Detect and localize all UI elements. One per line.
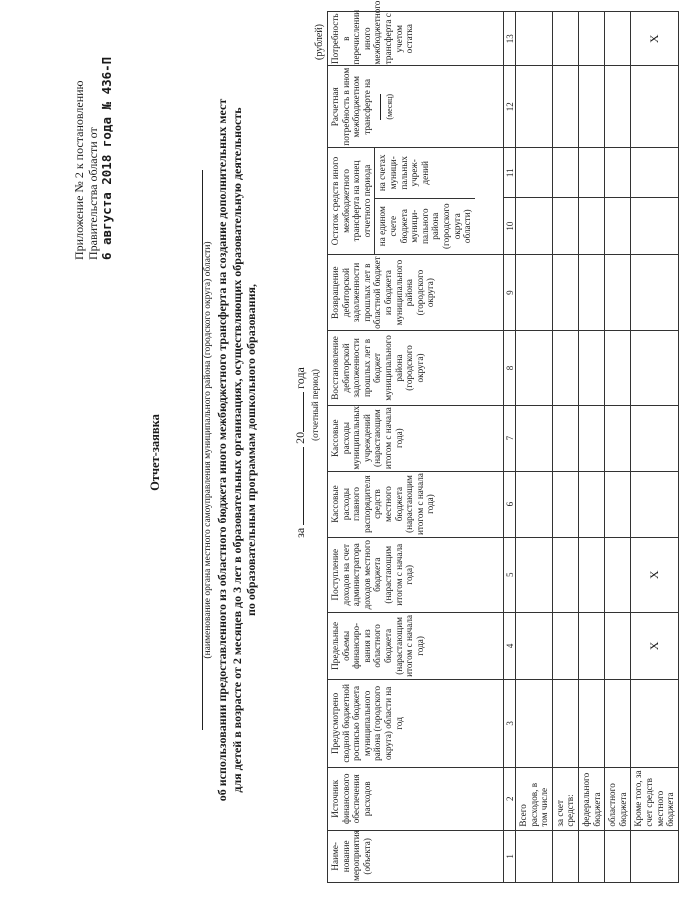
table-cell (605, 12, 631, 66)
table-cell (516, 537, 553, 612)
table-cell (605, 198, 631, 255)
source-cell: областного бюджета (605, 767, 631, 830)
table-cell (552, 12, 578, 66)
heading-line3: по образовательным программам дошкольного образования, (244, 284, 258, 616)
col-number: 7 (504, 405, 516, 471)
table-cell (516, 331, 553, 405)
remainder-header-title: Остаток средств иного межбюджетного трансферта на конец отчетного периода (328, 148, 375, 254)
remainder-sub-institutions: на счетах муници-пальных учреж-дений (377, 154, 430, 192)
table-cell (552, 198, 578, 255)
header-cell: Восстановление дебиторской задолженности прошлых лет в бюджет муниципального района (городского округа) (328, 331, 504, 405)
table-cell (578, 471, 604, 537)
table-cell (516, 471, 553, 537)
table-cell (578, 12, 604, 66)
source-cell: за счет средств: (552, 767, 578, 830)
report-heading (215, 85, 259, 815)
table-cell (552, 537, 578, 612)
month-blank (372, 94, 381, 120)
appendix-date: 6 августа 2018 года № 436-П (99, 56, 114, 260)
table-row (631, 12, 678, 883)
table-cell (605, 471, 631, 537)
need-header-text: Расчетная потребность в ином межбюджетном трансферте на (330, 67, 372, 146)
table-cell (578, 830, 604, 882)
document-title: Отчет-заявка (148, 414, 162, 491)
col-number: 3 (504, 679, 516, 767)
header-cell: Источник финансового обеспечения расходов (328, 767, 504, 830)
col-number: 10 (504, 198, 516, 255)
remainder-subheaders (375, 148, 474, 254)
table-cell (631, 405, 678, 471)
table-cell (631, 331, 678, 405)
heading-line2: для детей в возрасте от 2 месяцев до 3 лет в образовательных организациях, осуществляющих образовательную деятельность (229, 107, 244, 793)
source-cell: Всего расходов, в том числе (516, 767, 553, 830)
table-cell (605, 148, 631, 198)
table-cell (631, 471, 678, 537)
header-cell: Поступление доходов на счет администратора доходов местного бюджета (нарастающим итогом с начала года) (328, 537, 504, 612)
remainder-sub-budget: на едином счете бюджета муници-пального района (городского округа области) (375, 198, 474, 254)
col-number: 2 (504, 767, 516, 830)
table-cell (578, 537, 604, 612)
heading-line1: об использовании предоставленного из областного бюджета иного межбюджетного трансферта на создание дополнительных мест (215, 98, 229, 802)
org-name-label: (наименование органа местного самоуправления муниципального района (городского округа) области) (203, 241, 213, 659)
table-cell (552, 471, 578, 537)
table-cell (631, 148, 678, 198)
table-cell (552, 830, 578, 882)
table-cell (516, 148, 553, 198)
report-table (327, 0, 679, 883)
period-year-prefix: 20 (293, 431, 307, 444)
table-cell (605, 830, 631, 882)
table-cell (516, 830, 553, 882)
col-number: 12 (504, 66, 516, 148)
currency-label: (рублей) (314, 23, 325, 60)
table-cell (631, 254, 678, 330)
table-cell (552, 612, 578, 679)
header-cell: Предельные объемы финансиро-вания из областного бюджета (нарастающим итогом с начала года) (328, 612, 504, 679)
col-number: 13 (504, 12, 516, 66)
col-number: 11 (504, 148, 516, 198)
period-blank (293, 447, 304, 525)
table-cell (578, 612, 604, 679)
col-number: 6 (504, 471, 516, 537)
header-cell: Возвращение дебиторской задолженности прошлых лет в областной бюджет из бюджета муниципального района (городского округа) (328, 254, 504, 330)
column-numbers-row (504, 12, 516, 883)
table-cell (516, 66, 553, 148)
table-cell (516, 612, 553, 679)
table-row (552, 12, 578, 883)
source-cell: Кроме того, за счет средств местного бюджета (631, 767, 678, 830)
table-row (605, 12, 631, 883)
table-cell (578, 254, 604, 330)
table-row (516, 12, 553, 883)
header-cell: Наиме-нование мероприятия (объекта) (328, 830, 504, 882)
table-cell (552, 148, 578, 198)
table-cell (516, 254, 553, 330)
source-cell: федерального бюджета (578, 767, 604, 830)
table-cell (605, 66, 631, 148)
table-cell (605, 405, 631, 471)
period-prefix: за (293, 527, 307, 538)
table-cell (578, 148, 604, 198)
table-cell (631, 66, 678, 148)
table-cell (605, 537, 631, 612)
table-cell (578, 66, 604, 148)
table-cell: X (631, 537, 678, 612)
period-year-blank (293, 392, 304, 432)
header-cell: Потребность в перечислении иного межбюджетного трансферта с учетом остатка (328, 12, 504, 66)
table-cell (605, 679, 631, 767)
table-cell (605, 612, 631, 679)
table-cell: X (631, 612, 678, 679)
table-cell (578, 198, 604, 255)
table-cell (516, 405, 553, 471)
table-cell (631, 830, 678, 882)
col-number: 8 (504, 331, 516, 405)
table-row (578, 12, 604, 883)
table-cell (516, 12, 553, 66)
appendix-line1: Приложение № 2 к постановлению (72, 80, 86, 260)
need-header (328, 66, 504, 148)
remainder-header (328, 148, 504, 255)
table-cell (552, 331, 578, 405)
appendix-line2: Правительства области от (86, 127, 100, 260)
table-cell (605, 254, 631, 330)
month-hint: (месяц) (384, 93, 394, 120)
org-name-line (190, 170, 203, 730)
col-number: 9 (504, 254, 516, 330)
table-cell (516, 679, 553, 767)
col-number: 5 (504, 537, 516, 612)
table-cell (578, 679, 604, 767)
table-cell (631, 679, 678, 767)
table-cell (605, 331, 631, 405)
table-header-row (328, 12, 504, 883)
period-suffix: года (293, 367, 307, 389)
table-cell (578, 405, 604, 471)
period-hint: (отчетный период) (310, 369, 320, 441)
col-number: 1 (504, 830, 516, 882)
table-cell (552, 254, 578, 330)
table-cell (552, 405, 578, 471)
col-number: 4 (504, 612, 516, 679)
table-cell (631, 198, 678, 255)
period-line (293, 0, 308, 905)
appendix-block (72, 10, 114, 260)
header-cell: Предусмотрено сводной бюджетной росписью бюджета муниципального района (городского округа) области на год (328, 679, 504, 767)
header-cell: Кассовые расходы главного распорядителя средств местного бюджета (нарастающим итогом с начала года) (328, 471, 504, 537)
header-cell: Кассовые расходы муниципальных учреждений (нарастающим итогом с начала года) (328, 405, 504, 471)
table-cell (552, 66, 578, 148)
table-cell (516, 198, 553, 255)
table-cell: X (631, 12, 678, 66)
table-cell (552, 679, 578, 767)
table-cell (578, 331, 604, 405)
